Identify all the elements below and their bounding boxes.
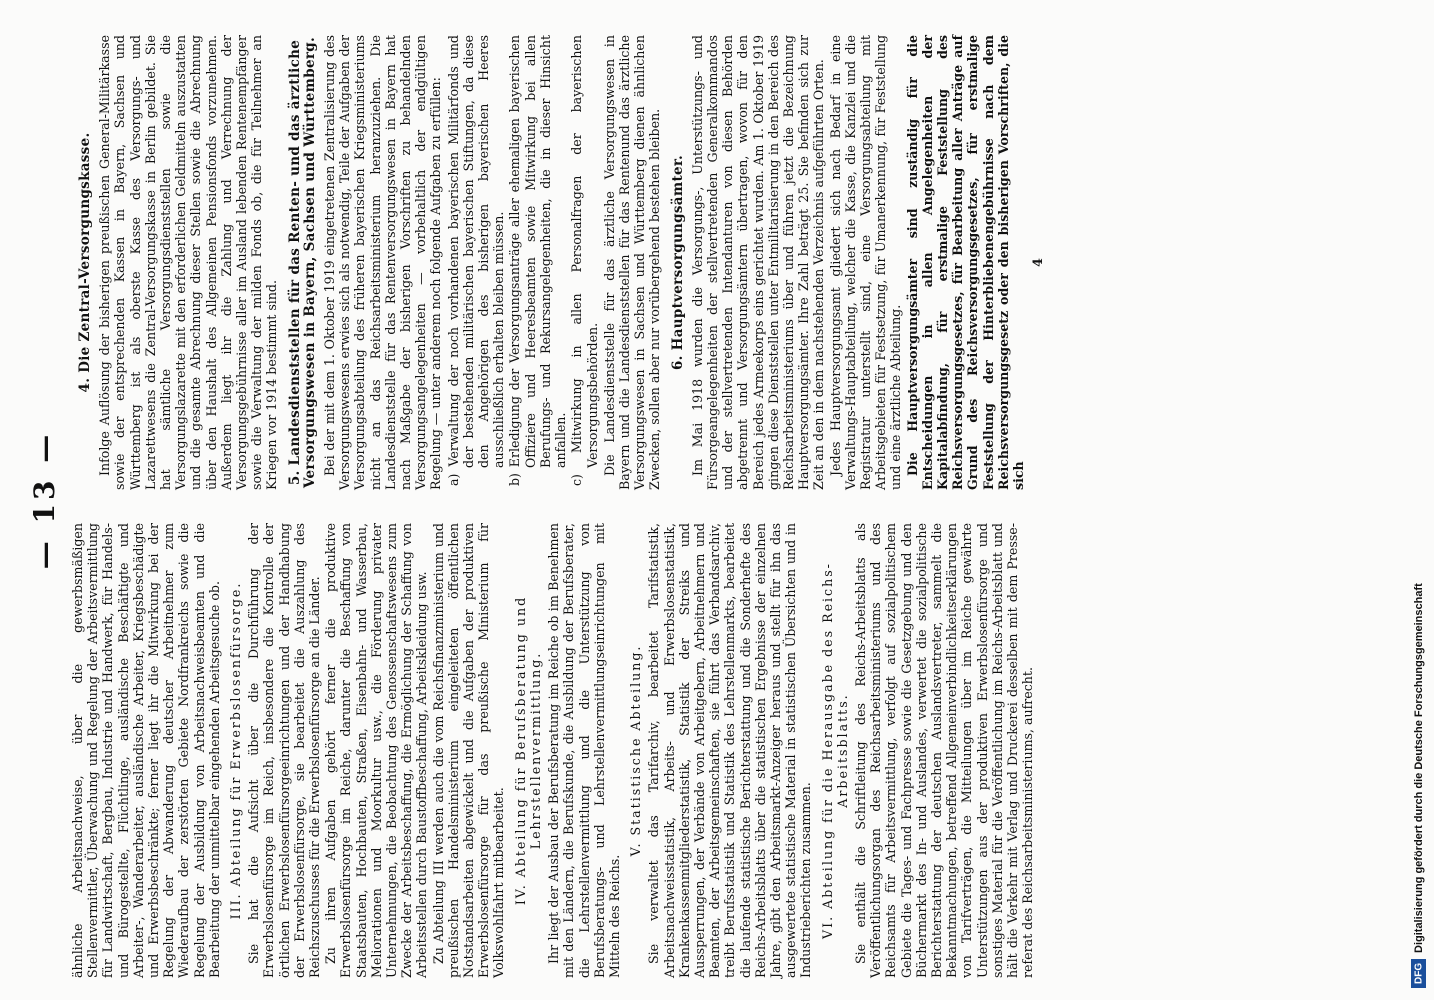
section-heading: VI. Abteilung für die Herausgabe des Reichs-Arbeitsblatts. — [819, 562, 850, 939]
section-heading: 6. Hauptversorgungsämter. — [669, 154, 686, 371]
right-column — [70, 35, 1045, 490]
paragraph: Jedes Hauptversorgungsamt gliedert sich nach Bedarf in eine Verwaltungs-Hauptabteilung, welcher die Kasse, die Kanzlei und die Registratur unterstellt sind, eine Versorgungsabteilung mit Arbeitsgebieten für Festsetzung, für Umanerkennung, für Feststellung und eine ärztliche Abteilung. — [827, 35, 904, 490]
funding-note — [1408, 8, 1430, 988]
paragraph: Im Mai 1918 wurden die Versorgungs-, Unterstützungs- und Fürsorgeangelegenheiten der stellvertretenden Generalkommandos und der stellvertretenden Intendanturen von diesen Behörden abgetrennt und Versorgungsämtern übertragen, wovon für den Bereich jedes Armeekorps eins gerichtet wurden. Am 1. Oktober 1919 gingen diese Dienststellen unter Entmilitarisierung in den Bereich des Reichsarbeitsministeriums über und führen jetzt die Bezeichnung Hauptversorgungsämter. Ihre Zahl beträgt 25. Sie befinden sich zur Zeit an den in dem nachstehenden Verzeichnis aufgeführten Orten. — [689, 35, 827, 490]
paragraph: Zu Abteilung III werden auch die vom Reichsfinanzministerium und preußischen Handelsministerium eingeleiteten öffentlichen Notstandsarbeiten abgewickelt und die Aufgaben der produktiven Erwerbslosenfürsorge für das preußische Ministerium für Volkswohlfahrt mitbearbeitet. — [430, 523, 507, 978]
paragraph: Zu ihren Aufgaben gehört ferner die produktive Erwerbslosenfürsorge im Reiche, darunter die Beschaffung von Staatsbauten, Hochbauten, Straßen, Eisenbahn- und Wasserbau, Meliorationen und Moorkultur usw., die Förderung privater Unternehmungen, die Beobachtung des Genossenschaftswesens zum Zwecke der Arbeitsbeschaffung, die Ermöglichung der Schaffung von Arbeitsstellen durch Baustoffbeschaffung, Arbeitskleidung usw. — [323, 523, 430, 978]
paragraph: Bei der mit dem 1. Oktober 1919 eingetretenen Zentralisierung des Versorgungswesens erwies sich als notwendig, Teile der Aufgaben der Versorgungsabteilung des früheren bayerischen Kriegsministeriums nicht an das Reichsarbeitsministerium heranzuziehen. Die Landesdienststelle für das Rentenversorgungswesen in Bayern hat nach Maßgabe der bisherigen Vorschriften zu behandelnden Versorgungsangelegenheiten — vorbehaltlich der endgültigen Regelung — unter anderem noch folgende Aufgaben zu erfüllen: — [322, 35, 444, 490]
section-heading: III. Abteilung für Erwerbslosenfürsorge. — [228, 581, 244, 920]
paragraph: Die Landesdienststelle für das ärztliche Versorgungswesen in Bayern und die Landesdienststellen für das Rentenund das ärztliche Versorgungswesen in Sachsen und Württemberg dienen ähnlichen Zwecken, sollen aber nur vorübergehend bestehen bleiben. — [601, 35, 663, 490]
sidebar — [1408, 8, 1430, 998]
section-heading: V. Statistische Abteilung. — [628, 644, 644, 857]
funding-text: Digitalisierung gefördert durch die Deutsche Forschungsgemeinschaft — [1413, 583, 1425, 953]
list-item: c) Mitwirkung in allen Personalfragen der bayerischen Versorgungsbehörden. — [569, 35, 600, 486]
section-heading: IV. Abteilung für Berufsberatung und Lehrstellenvermittlung. — [512, 595, 543, 906]
list-item: a) Verwaltung der noch vorhandenen bayerischen Militärfonds und der bestehenden militärischen bayerischen Stiftungen, da diese den Angehörigen des bisherigen bayerischen Heeres ausschließlich erhalten bleiben müssen. — [445, 35, 507, 486]
dfg-logo: DFG — [1412, 959, 1427, 988]
catchword: 4 — [1030, 258, 1046, 267]
paragraph: Ihr liegt der Ausbau der Berufsberatung im Reiche ob im Benehmen mit den Ländern, die Berufskunde, die Ausbildung der Berufsberater, die Lehrstellenvermittlung und die Unterstützung von Berufsberatungs- und Lehrstellenvermittlungseinrichtungen mit Mitteln des Reichs. — [546, 523, 622, 978]
paragraph: Sie verwaltet das Tarifarchiv, bearbeitet Tarifstatistik, Arbeitsnachweisstatistik, Arbeits- und Erwerbslosenstatistik, Krankenkassenmitgliederstatistik, Statistik der Streiks und Aussperrungen, der Verbände von Arbeitgebern, Arbeitnehmern und Beamten, der Arbeitsgemeinschaften, sie führt das Verbandsarchiv, treibt Berufsstatistik und Statistik des Lehrstellenmarkts, bearbeitet die laufende statistische Berichterstattung und die Sonderhefte des Reichs-Arbeitsblatts über die statistischen Ergebnisse der einzelnen Jahre, gibt den Arbeitsmarkt-Anzeiger heraus und stellt für ihn das ausgewertete statistische Material in statistischen Übersichten und in Industrieberichten zusammen. — [646, 523, 814, 978]
section-heading: 5. Landesdienststellen für das Renten- und das ärztliche Versorgungswesen in Bayern, Sachsen und Württemberg. — [286, 37, 318, 489]
paragraph: Die Hauptversorgungsämter sind zuständig für die Entscheidungen in allen Angelegenheiten der Kapitalabfindung, für erstmalige Feststellung des Reichsversorgungsgesetzes, für Bearbeitung aller Anträge auf Grund des Reichsversorgungsgesetzes, für erstmalige Feststellung der Hinterbliebenengebührnisse nach dem Reichsversorgungsgesetz oder den bisherigen Vorschriften, die sich — [904, 35, 1026, 490]
page-number: — 13 — — [28, 430, 61, 570]
paragraph: Infolge Auflösung der bisherigen preußischen General-Militärkasse sowie der entsprechenden Kassen in Bayern, Sachsen und Württemberg ist als oberste Kasse des Versorgungs- und Lazarettwesens die Zentral-Versorgungskasse in Berlin gebildet. Sie hat sämtliche Versorgungsdienststellen sowie die Versorgungslazarette mit den erforderlichen Geldmitteln auszustatten und die gesamte Abrechnung dieser Stellen sowie die Abrechnung über den Haushalt des Allgemeinen Pensionsfonds vorzunehmen. Außerdem liegt ihr die Zahlung und Verrechnung der Versorgungsgebührnisse aller im Ausland lebenden Rentenempfänger sowie die Verwaltung der milden Fonds ob, die für Teilnehmer an Kriegen vor 1914 bestimmt sind. — [97, 35, 280, 490]
paragraph: Sie hat die Aufsicht über die Durchführung der Erwerbslosenfürsorge im Reich, insbesondere die Kontrolle der örtlichen Erwerbslosenfürsorgeeinrichtungen und der Handhabung der Erwerbslosenfürsorge, sie bearbeitet die Auszahlung des Reichszuschusses für die Erwerbslosenfürsorge an die Länder. — [246, 523, 323, 978]
left-column — [70, 523, 1036, 978]
list — [446, 35, 600, 490]
list-item: b) Erledigung der Versorgungsanträge aller ehemaligen bayerischen Offiziere und Heeresbeamten sowie Mitwirkung bei allen Berufungs- und Rekursangelegenheiten, die in dieser Hinsicht anfallen. — [507, 35, 569, 486]
section-heading: 4. Die Zentral-Versorgungskasse. — [77, 132, 93, 393]
paragraph: Sie enthält die Schriftleitung des Reichs-Arbeitsblatts als Veröffentlichungsorgan des Reichsarbeitsministeriums und des Reichsamts für Arbeitsvermittlung, verfolgt auf sozialpolitischem Gebiete die Tages- und Fachpresse sowie die Gesetzgebung und den Büchermarkt des In- und Auslandes, verwertet die sozialpolitische Berichterstattung der deutschen Auslandsvertreter, sammelt die Bekanntmachungen, betreffend Allgemeinverbindlichkeitserklärungen von Tarifverträgen, die Mitteilungen über im Reiche gewährte Unterstützungen aus der produktiven Erwerbslosenfürsorge und sonstiges Material für die Veröffentlichung im Reichs-Arbeitsblatt und hält die Verkehr mit Verlag und Druckerei desselben mit dem Presse-referat des Reichsarbeitsministeriums, aufrecht. — [852, 523, 1036, 978]
paragraph: ähnliche Arbeitsnachweise, über die gewerbsmäßigen Stellenvermittler, Überwachung und Regelung der Arbeitsvermittlung für Landwirtschaft, Bergbau, Industrie und Handwerk, für Handels- und Bürogestellte, Flüchtlinge, ausländische Beschäftigte und Arbeiter-, Wanderarbeiter, ausländische Arbeiter, Kriegsbeschädigte und Erwerbsbeschränkte; ferner liegt ihr die Mitwirkung bei der Regelung der Abwanderung deutscher Arbeitnehmer zum Wiederaufbau der zerstörten Gebiete Nordfrankreichs sowie die Regelung der Ausbildung von Arbeitsnachweisbeamten und die Bearbeitung der unmittelbar eingehenden Arbeitsgesuche ob. — [70, 523, 222, 978]
